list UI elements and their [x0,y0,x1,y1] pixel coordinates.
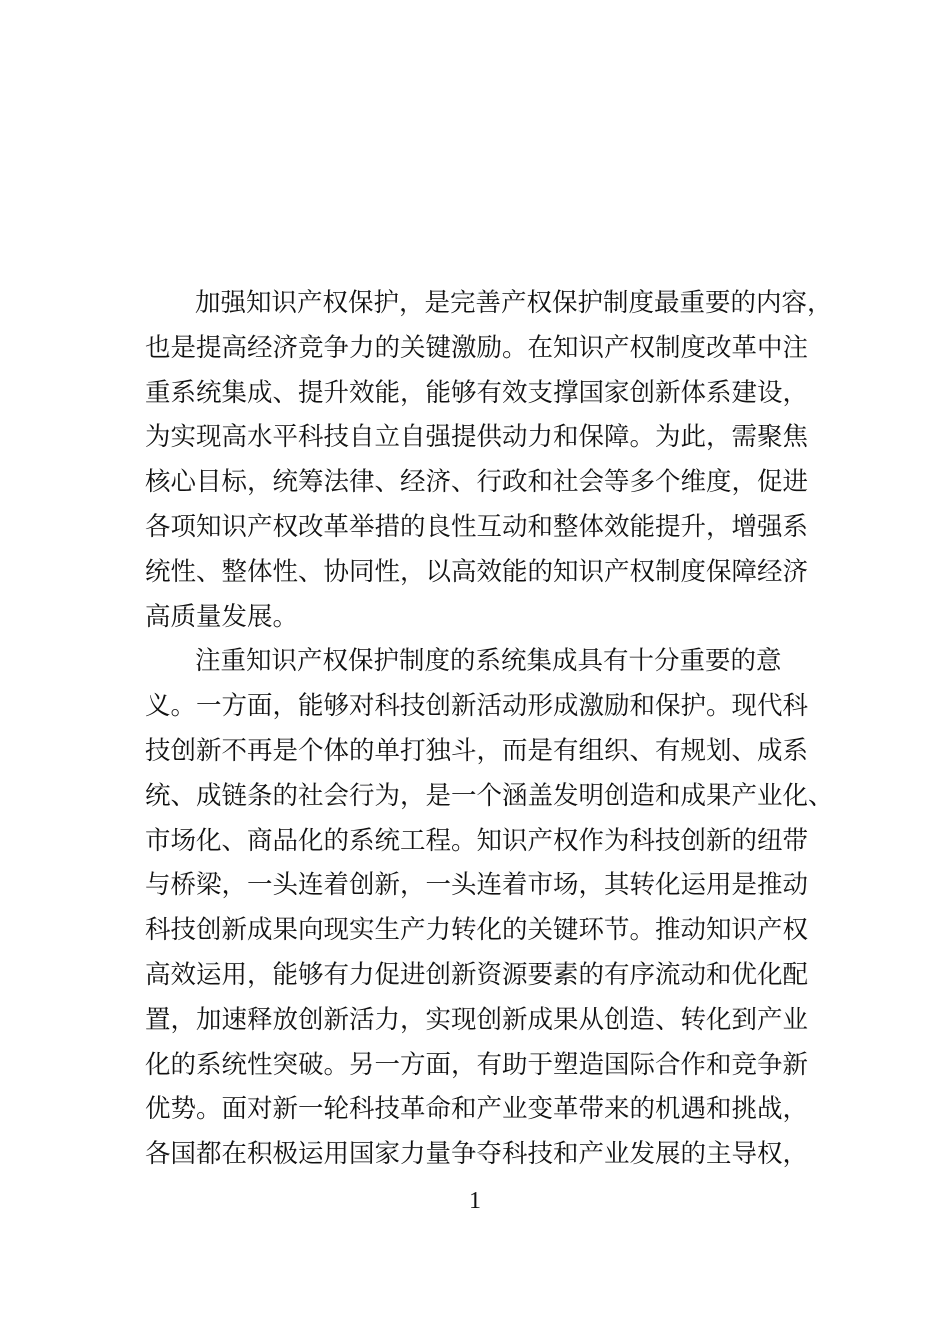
paragraph-1-line-5: 核心目标，统筹法律、经济、行政和社会等多个维度，促进 [145,467,809,498]
paragraph-2-line-10: 化的系统性突破。另一方面，有助于塑造国际合作和竞争新 [145,1049,809,1080]
paragraph-1-line-8: 高质量发展。 [145,601,299,632]
paragraph-2-line-11: 优势。面对新一轮科技革命和产业变革带来的机遇和挑战， [145,1094,809,1125]
paragraph-2-line-7: 科技创新成果向现实生产力转化的关键环节。推动知识产权 [145,915,809,946]
paragraph-1-line-1: 加强知识产权保护，是完善产权保护制度最重要的内容， [195,288,833,318]
paragraph-2-line-8: 高效运用，能够有力促进创新资源要素的有序流动和优化配 [145,959,809,990]
paragraph-2-line-1: 注重知识产权保护制度的系统集成具有十分重要的意 [195,646,782,677]
paragraph-2-line-4: 统、成链条的社会行为，是一个涵盖发明创造和成果产业化、 [145,780,834,811]
paragraph-1-line-3: 重系统集成、提升效能，能够有效支撑国家创新体系建设， [145,377,809,408]
page-number: 1 [469,1188,481,1214]
paragraph-1-line-4: 为实现高水平科技自立自强提供动力和保障。为此，需聚焦 [145,422,809,453]
paragraph-1-line-6: 各项知识产权改革举措的良性互动和整体效能提升，增强系 [145,511,809,542]
paragraph-1-line-7: 统性、整体性、协同性，以高效能的知识产权制度保障经济 [145,556,809,587]
paragraph-2-line-3: 技创新不再是个体的单打独斗，而是有组织、有规划、成系 [145,735,809,766]
paragraph-2-line-6: 与桥梁，一头连着创新，一头连着市场，其转化运用是推动 [145,870,809,901]
paragraph-2-line-5: 市场化、商品化的系统工程。知识产权作为科技创新的纽带 [145,825,809,856]
paragraph-1-line-2: 也是提高经济竞争力的关键激励。在知识产权制度改革中注 [145,332,809,363]
paragraph-2-line-9: 置，加速释放创新活力，实现创新成果从创造、转化到产业 [145,1004,809,1035]
paragraph-2-line-2: 义。一方面，能够对科技创新活动形成激励和保护。现代科 [145,691,809,722]
paragraph-2-line-12: 各国都在积极运用国家力量争夺科技和产业发展的主导权， [145,1139,809,1170]
body-text [145,281,834,1177]
